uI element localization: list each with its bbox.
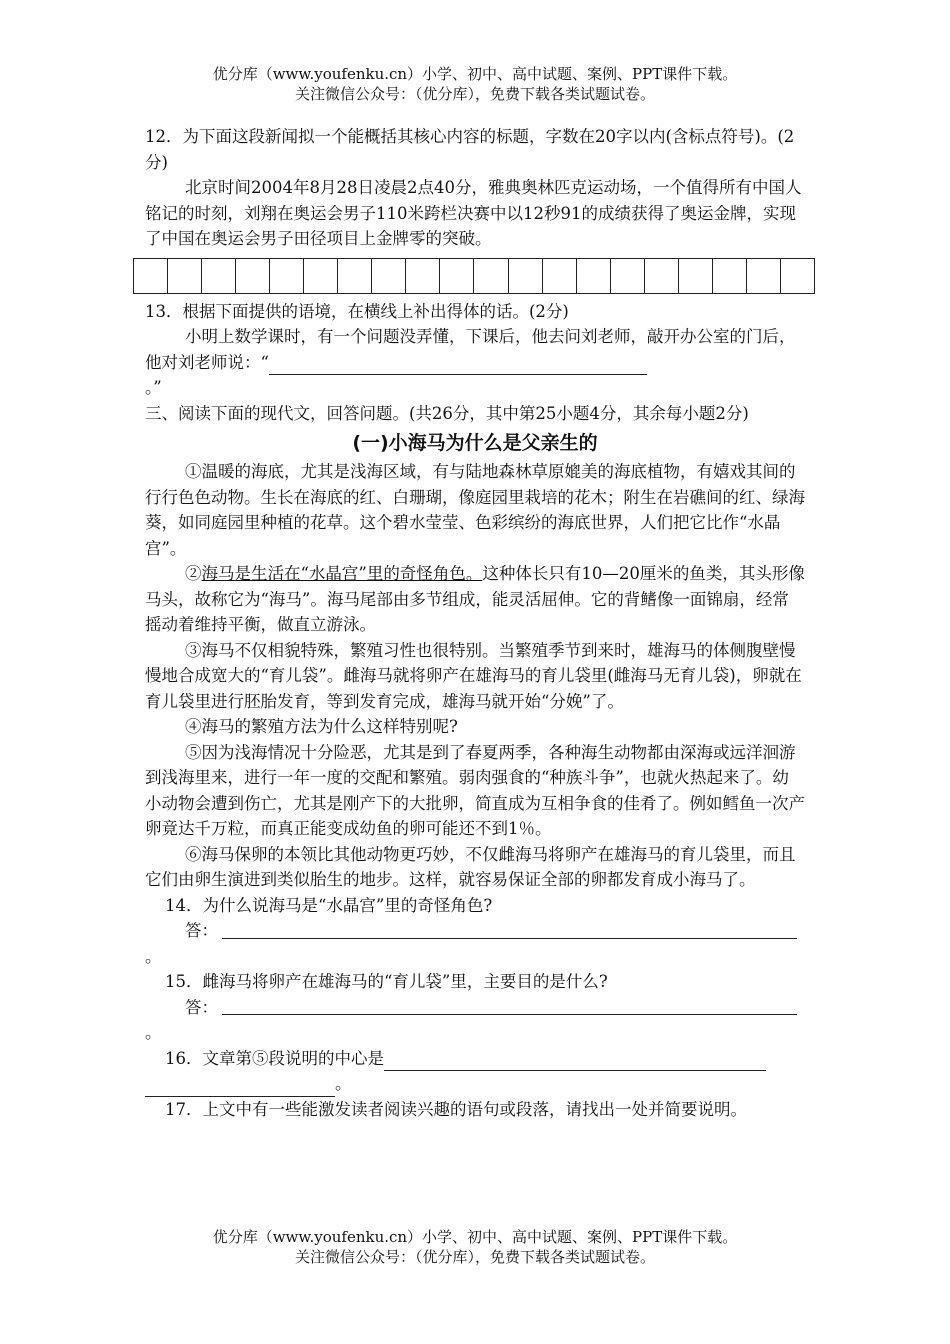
- document-body: [145, 124, 805, 1122]
- q15-answer-row: 答：: [145, 995, 805, 1021]
- q16-answer-line-1[interactable]: [384, 1052, 766, 1071]
- q13-context: 小明上数学课时，有一个问题没弄懂，下课后，他去问刘老师，敲开办公室的门后，他对刘老师说：“: [145, 324, 805, 375]
- q16-answer-line-2[interactable]: [145, 1078, 335, 1097]
- q13-answer-line[interactable]: [269, 356, 647, 375]
- q16-question: 16．文章第⑤段说明的中心是: [145, 1046, 805, 1072]
- q14-question: 14．为什么说海马是“水晶宫”里的奇怪角色?: [165, 895, 493, 915]
- q16-continuation: 。: [145, 1071, 805, 1097]
- q14-answer-row: 答：: [145, 918, 805, 944]
- q15-answer-line[interactable]: [222, 995, 797, 1016]
- page-header: [0, 64, 950, 104]
- section3-heading: 三、阅读下面的现代文，回答问题。(共26分，其中第25小题4分，其余每小题2分): [145, 403, 749, 423]
- article-title: (一)小海马为什么是父亲生的: [352, 432, 598, 454]
- article-paragraph-5: ⑤因为浅海情况十分险恶，尤其是到了春夏两季，各种海生动物都由深海或远洋洄游到浅海里来，进行一年一度的交配和繁殖。弱肉强食的“种族斗争”，也就火热起来了。幼小动物会遭到伤亡，尤其是刚产下的大批卵，简直成为互相争食的佳肴了。例如鳕鱼一次产卵竟达千万粒，而真正能变成幼鱼的卵可能还不到1％。: [145, 742, 805, 838]
- underlined-sentence: 海马是生活在“水晶宫”里的奇怪角色。: [201, 564, 483, 583]
- q15-period: 。: [145, 1023, 162, 1042]
- header-line-2: 关注微信公众号：（优分库），免费下载各类试题试卷。: [294, 85, 655, 103]
- q17-question: 17．上文中有一些能激发读者阅读兴趣的语句或段落，请找出一处并简要说明。: [165, 1099, 747, 1119]
- footer-line-2: 关注微信公众号：（优分库），免费下载各类试题试卷。: [294, 1248, 655, 1266]
- q13-end: 。”: [145, 378, 162, 397]
- article-paragraph-1: ①温暖的海底，尤其是浅海区域，有与陆地森林草原媲美的海底植物，有嬉戏其间的行行色色动物。生长在海底的红、白珊瑚，像庭园里栽培的花木；附生在岩礁间的红、绿海葵，如同庭园里种植的花草。这个碧水莹莹、色彩缤纷的海底世界，人们把它比作“水晶宫”。: [145, 462, 805, 558]
- article-paragraph-2: ②海马是生活在“水晶宫”里的奇怪角色。这种体长只有10—20厘米的鱼类，其头形像马头，故称它为“海马”。海马尾部由多节组成，能灵活屈伸。它的背鳍像一面锦扇，经常摇动着维持平衡，做直立游泳。: [145, 564, 805, 634]
- page-footer: [0, 1227, 950, 1267]
- article-paragraph-4: ④海马的繁殖方法为什么这样特别呢?: [185, 717, 458, 736]
- q13-question: 13．根据下面提供的语境，在横线上补出得体的话。(2分): [145, 301, 569, 321]
- article-paragraph-3: ③海马不仅相貌特殊，繁殖习性也很特别。当繁殖季节到来时，雄海马的体侧腹壁慢慢地合成宽大的“育儿袋”。雌海马就将卵产在雄海马的育儿袋里(雌海马无育儿袋)，卵就在育儿袋里进行胚胎发育，等到发育完成，雄海马就开始“分娩”了。: [145, 640, 802, 711]
- answer-grid[interactable]: [133, 258, 815, 294]
- q12-question: 12．为下面这段新闻拟一个能概括其核心内容的标题，字数在20字以内(含标点符号)。(2分): [145, 127, 795, 172]
- q12-passage: 北京时间2004年8月28日凌晨2点40分，雅典奥林匹克运动场，一个值得所有中国人铭记的时刻，刘翔在奥运会男子110米跨栏决赛中以12秒91的成绩获得了奥运金牌，实现了中国在奥运会男子田径项目上金牌零的突破。: [145, 178, 802, 248]
- header-line-1: 优分库（www.youfenku.cn）小学、初中、高中试题、案例、PPT课件下载。: [212, 65, 738, 83]
- q14-period: 。: [145, 946, 162, 966]
- q15-question: 15．雌海马将卵产在雄海马的“育儿袋”里，主要目的是什么?: [165, 972, 608, 991]
- footer-line-1: 优分库（www.youfenku.cn）小学、初中、高中试题、案例、PPT课件下载。: [212, 1228, 738, 1246]
- q14-answer-line[interactable]: [222, 918, 797, 939]
- article-paragraph-6: ⑥海马保卵的本领比其他动物更巧妙，不仅雌海马将卵产在雄海马的育儿袋里，而且它们由卵生演进到类似胎生的地步。这样，就容易保证全部的卵都发育成小海马了。: [145, 844, 796, 889]
